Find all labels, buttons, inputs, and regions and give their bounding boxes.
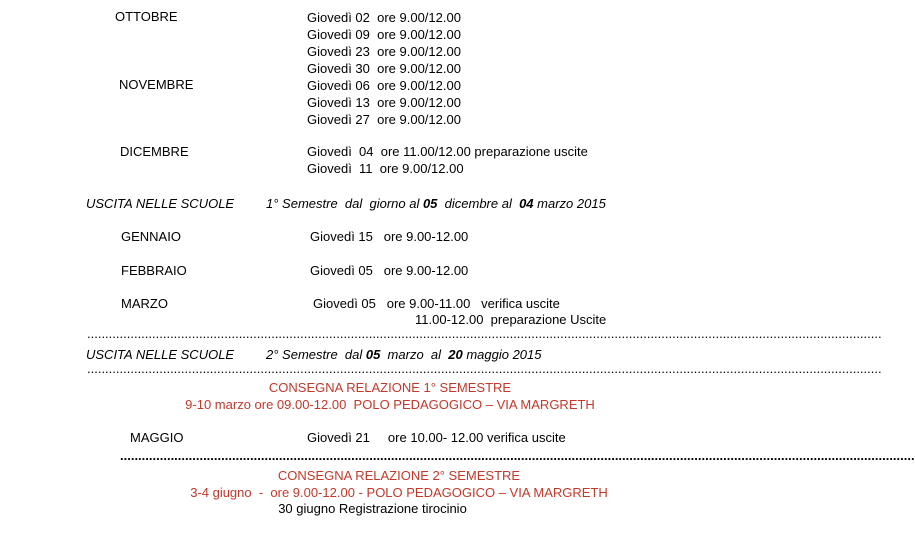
schedule-row: Giovedì 23 ore 9.00/12.00 [307,44,461,59]
ottobre-novembre-schedule [307,9,461,128]
registrazione-tirocinio: 30 giugno Registrazione tirocinio [278,501,467,516]
consegna-2-title: CONSEGNA RELAZIONE 2° SEMESTRE [277,468,521,483]
uscita-period-2: 2° Semestre dal 05 marzo al 20 maggio 2015 [266,347,542,362]
schedule-row: Giovedì 13 ore 9.00/12.00 [307,95,461,110]
dotted-separator: ............................................................................................................................................................................................................................ [87,326,882,341]
uscita-period-1: 1° Semestre dal giorno al 05 dicembre al 04 marzo 2015 [266,196,606,211]
schedule-row: Giovedì 02 ore 9.00/12.00 [307,10,461,25]
schedule-row: Giovedì 27 ore 9.00/12.00 [307,112,461,127]
month-febbraio: FEBBRAIO [121,263,187,278]
month-ottobre: OTTOBRE [115,9,178,24]
schedule-row: Giovedì 09 ore 9.00/12.00 [307,27,461,42]
month-novembre: NOVEMBRE [119,77,194,92]
dotted-separator: ............................................................................................................................................................................................................................ [87,361,882,376]
consegna-1-title: CONSEGNA RELAZIONE 1° SEMESTRE [268,380,512,395]
schedule-row: Giovedì 30 ore 9.00/12.00 [307,61,461,76]
maggio-schedule: Giovedì 21 ore 10.00- 12.00 verifica uscite [307,430,566,445]
dicembre-schedule [307,143,588,177]
schedule-row: Giovedì 11 ore 9.00/12.00 [307,161,464,176]
uscita-label-1: USCITA NELLE SCUOLE [86,196,235,211]
month-dicembre: DICEMBRE [120,144,189,159]
marzo-schedule-line1: Giovedì 05 ore 9.00-11.00 verifica uscite [313,296,560,311]
schedule-row: Giovedì 06 ore 9.00/12.00 [307,78,461,93]
uscita-label-2: USCITA NELLE SCUOLE [86,347,235,362]
month-gennaio: GENNAIO [121,229,181,244]
schedule-row: Giovedì 04 ore 11.00/12.00 preparazione uscite [307,144,588,159]
febbraio-schedule: Giovedì 05 ore 9.00-12.00 [310,263,469,278]
month-marzo: MARZO [121,296,168,311]
month-maggio: MAGGIO [130,430,184,445]
consegna-1-details: 9-10 marzo ore 09.00-12.00 POLO PEDAGOGICO – VIA MARGRETH [185,397,595,412]
consegna-2-details: 3-4 giugno - ore 9.00-12.00 - POLO PEDAGOGICO – VIA MARGRETH [190,485,608,500]
dotted-separator: ............................................................................................................................................................................................................................ [120,448,915,463]
gennaio-schedule: Giovedì 15 ore 9.00-12.00 [310,229,469,244]
marzo-schedule-line2: 11.00-12.00 preparazione Uscite [415,312,607,327]
